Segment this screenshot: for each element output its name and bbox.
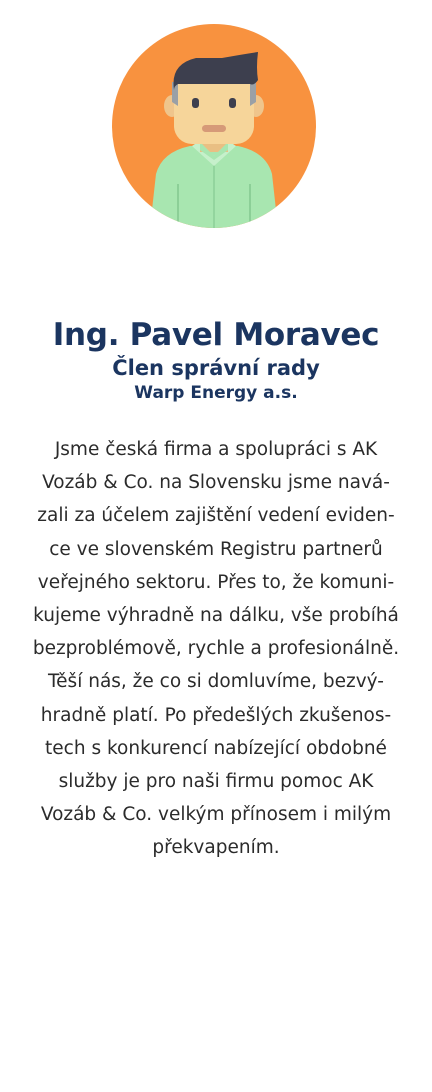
company-name: Warp Energy a.s. [134, 383, 298, 403]
man-avatar-icon [112, 24, 316, 228]
person-role: Člen správní rady [112, 356, 320, 380]
person-name: Ing. Pavel Moravec [52, 317, 380, 353]
testimonial-quote: Jsme česká firma a spolupráci s AK Vozáb & Co. na Slovensku jsme navá- zali za účelem zajištění vedení eviden- ce ve slovenském Registru partnerů veřejného sektoru. Přes to, že komuni- kujeme výhradně na dálku, vše probíhá bezproblémově, rychle a profesionálně. Těší nás, že co si domluvíme, bezvý- hradně platí. Po předešlých zkušenos- tech s konkurencí nabízející obdobné služby je pro naši firmu pomoc AK Vozáb & Co. velkým přínosem i milým překvapením. [32, 439, 400, 859]
